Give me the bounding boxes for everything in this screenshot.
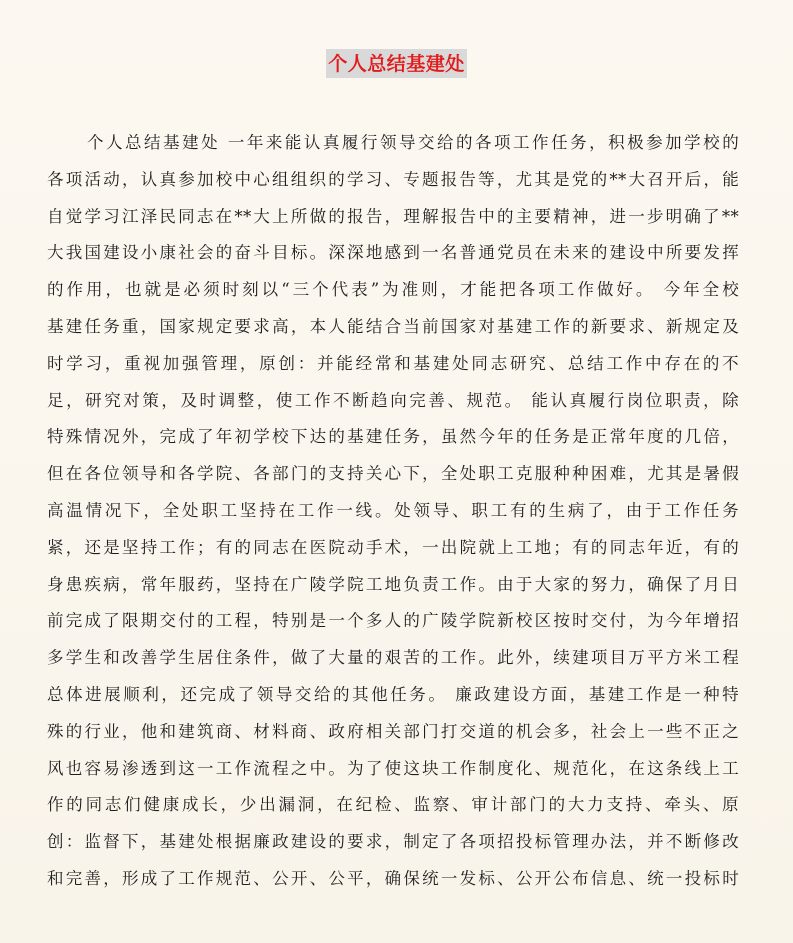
body-line: 高温情况下，全处职工坚持在工作一线。处领导、职工有的生病了，由于工作任务 (47, 500, 739, 520)
body-line: 多学生和改善学生居住条件，做了大量的艰苦的工作。此外，续建项目万平方米工程 (47, 648, 739, 668)
body-line: 殊的行业，他和建筑商、材料商、政府相关部门打交道的机会多，社会上一些不正之 (47, 721, 739, 741)
body-line: 总体进展顺利，还完成了领导交给的其他任务。 廉政建设方面，基建工作是一种特 (47, 684, 739, 704)
body-line: 前完成了限期交付的工程，特别是一个多人的广陵学院新校区按时交付，为今年增招 (47, 611, 739, 631)
body-line: 风也容易渗透到这一工作流程之中。为了使这块工作制度化、规范化，在这条线上工 (47, 758, 739, 778)
body-line: 特殊情况外，完成了年初学校下达的基建任务，虽然今年的任务是正常年度的几倍， (47, 427, 739, 447)
document-body (47, 125, 739, 898)
body-line: 时学习，重视加强管理，原创：并能经常和基建处同志研究、总结工作中存在的不 (47, 353, 739, 373)
title-container (0, 49, 793, 78)
body-line: 和完善，形成了工作规范、公开、公平，确保统一发标、公开公布信息、统一投标时 (47, 868, 739, 888)
body-line: 的作用，也就是必须时刻以“三个代表”为准则，才能把各项工作做好。 今年全校 (47, 280, 739, 300)
body-line: 足，研究对策，及时调整，使工作不断趋向完善、规范。 能认真履行岗位职责，除 (47, 390, 739, 410)
body-line: 个人总结基建处 一年来能认真履行领导交给的各项工作任务，积极参加学校的 (87, 133, 739, 152)
body-line: 作的同志们健康成长，少出漏洞，在纪检、监察、审计部门的大力支持、牵头、原 (47, 795, 739, 815)
body-line: 创：监督下，基建处根据廉政建设的要求，制定了各项招投标管理办法，并不断修改 (47, 832, 739, 852)
body-line: 大我国建设小康社会的奋斗目标。深深地感到一名普通党员在未来的建设中所要发挥 (47, 243, 739, 263)
body-line: 各项活动，认真参加校中心组组织的学习、专题报告等，尤其是党的**大召开后，能 (47, 169, 739, 189)
body-line: 紧，还是坚持工作；有的同志在医院动手术，一出院就上工地；有的同志年近，有的 (47, 537, 739, 557)
body-line: 身患疾病，常年服药，坚持在广陵学院工地负责工作。由于大家的努力，确保了月日 (47, 574, 739, 594)
document-title: 个人总结基建处 (326, 49, 467, 78)
body-line: 基建任务重，国家规定要求高，本人能结合当前国家对基建工作的新要求、新规定及 (47, 316, 739, 336)
body-line: 但在各位领导和各学院、各部门的支持关心下，全处职工克服种种困难，尤其是暑假 (47, 464, 739, 484)
body-line: 自觉学习江泽民同志在**大上所做的报告，理解报告中的主要精神，进一步明确了** (47, 206, 739, 226)
